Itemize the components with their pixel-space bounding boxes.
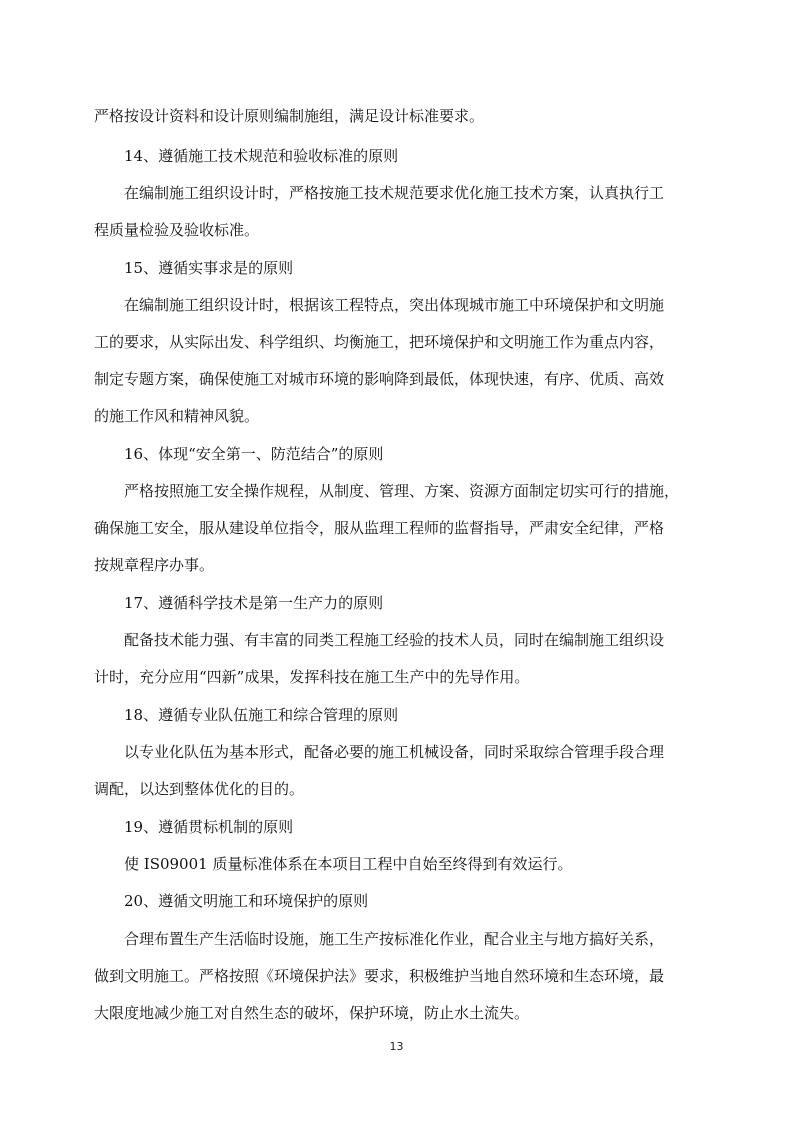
paragraph-line: 在编制施工组织设计时，严格按施工技术规范要求优化施工技术方案，认真执行工 <box>124 184 665 202</box>
section-heading-20: 20、遵循文明施工和环境保护的原则 <box>124 892 369 910</box>
section-heading-18: 18、遵循专业队伍施工和综合管理的原则 <box>124 706 399 724</box>
paragraph-line: 调配，以达到整体优化的目的。 <box>94 780 305 798</box>
section-heading-15: 15、遵循实事求是的原则 <box>124 259 294 277</box>
paragraph-line: 按规章程序办事。 <box>94 556 215 574</box>
paragraph-line: 做到文明施工。严格按照《环境保护法》要求，积极维护当地自然环境和生态环境，最 <box>94 967 665 985</box>
paragraph-line: 使 IS09001 质量标准体系在本项目工程中自始至终得到有效运行。 <box>124 855 573 873</box>
section-heading-17: 17、遵循科学技术是第一生产力的原则 <box>124 594 384 612</box>
section-heading-14: 14、遵循施工技术规范和验收标准的原则 <box>124 147 399 165</box>
paragraph-line: 程质量检验及验收标准。 <box>94 221 260 239</box>
paragraph-line: 合理布置生产生活临时设施，施工生产按标准化作业，配合业主与地方搞好关系， <box>124 930 665 948</box>
paragraph-line: 在编制施工组织设计时，根据该工程特点，突出体现城市施工中环境保护和文明施 <box>124 296 665 314</box>
paragraph-line: 制定专题方案，确保使施工对城市环境的影响降到最低，体现快速，有序、优质、高效 <box>94 370 665 388</box>
paragraph-line: 大限度地减少施工对自然生态的破坏，保护环境，防止水土流失。 <box>94 1004 530 1022</box>
paragraph-line: 严格按照施工安全操作规程，从制度、管理、方案、资源方面制定切实可行的措施， <box>124 482 680 500</box>
paragraph-line: 确保施工安全，服从建设单位指令，服从监理工程师的监督指导，严肃安全纪律，严格 <box>94 519 665 537</box>
paragraph-line: 工的要求，从实际出发、科学组织、均衡施工，把环境保护和文明施工作为重点内容， <box>94 333 665 351</box>
section-heading-19: 19、遵循贯标机制的原则 <box>124 818 294 836</box>
section-heading-16: 16、体现“安全第一、防范结合”的原则 <box>124 445 384 463</box>
page-number: 13 <box>389 1040 404 1053</box>
paragraph-line-continuation: 严格按设计资料和设计原则编制施组，满足设计标准要求。 <box>94 107 485 125</box>
paragraph-line: 的施工作风和精神风貌。 <box>94 407 260 425</box>
paragraph-line: 配备技术能力强、有丰富的同类工程施工经验的技术人员，同时在编制施工组织设 <box>124 631 665 649</box>
paragraph-line: 以专业化队伍为基本形式，配备必要的施工机械设备，同时采取综合管理手段合理 <box>124 743 665 761</box>
paragraph-line: 计时，充分应用“四新”成果，发挥科技在施工生产中的先导作用。 <box>94 668 530 686</box>
